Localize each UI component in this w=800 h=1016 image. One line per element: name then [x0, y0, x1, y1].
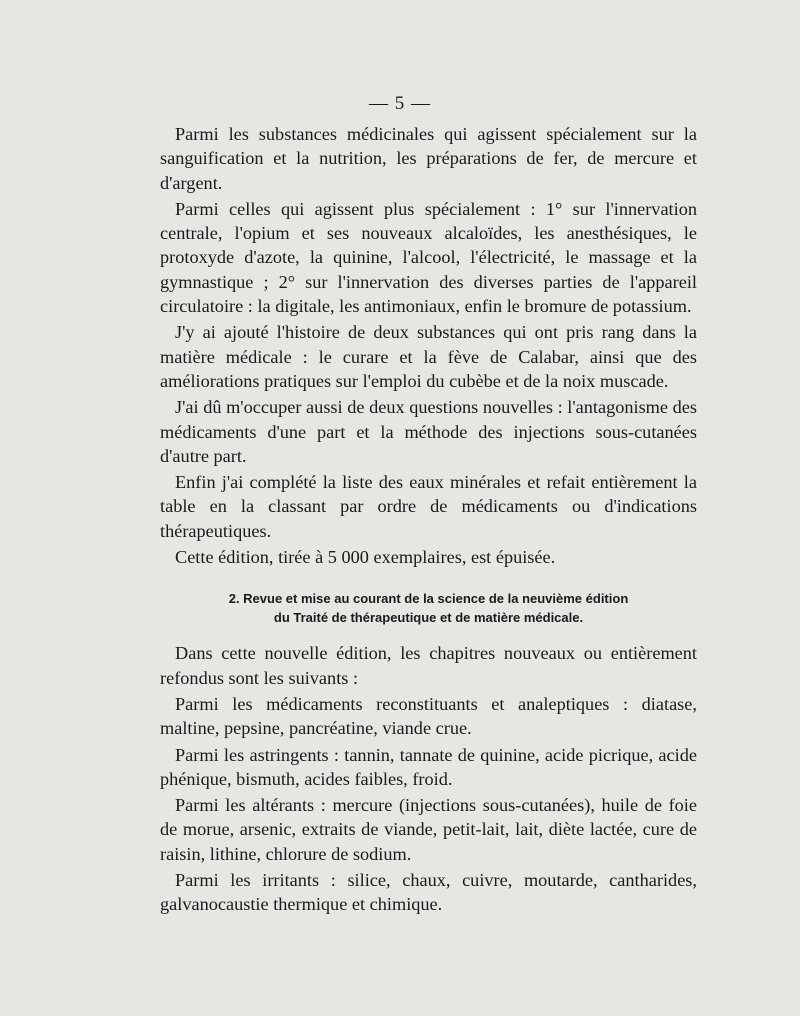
paragraph-reconstituants: Parmi les médicaments reconstituants et analeptiques : diatase, maltine, pepsine, pancréatine, viande crue. [160, 693, 697, 739]
paragraph-innervation: Parmi celles qui agissent plus spécialement : 1° sur l'innervation centrale, l'opium et ses nouveaux alcaloïdes, les anesthésiques, le protoxyde d'azote, la quinine, l'alcool, l'électricité, le massage et la gymnastique ; 2° sur l'innervation des diverses parties de l'appareil circulatoire : la digitale, les antimoniaux, enfin le bromure de potassium. [160, 198, 697, 317]
section-heading-line-2: du Traité de thérapeutique et de matière médicale. [273, 610, 584, 626]
section-heading [170, 589, 687, 627]
paragraph-edition: Cette édition, tirée à 5 000 exemplaires, est épuisée. [175, 547, 556, 568]
paragraph-astringents: Parmi les astringents : tannin, tannate de quinine, acide picrique, acide phénique, bismuth, acides faibles, froid. [160, 744, 697, 789]
paragraph-alterants: Parmi les altérants : mercure (injections sous-cutanées), huile de foie de morue, arsenic, extraits de viande, petit-lait, lait, diète lactée, cure de raisin, lithine, chlorure de sodium. [160, 795, 697, 864]
section-heading-line-1: 2. Revue et mise au courant de la science de la neuvième édition [228, 591, 629, 607]
paragraph-sanguification: Parmi les substances médicinales qui agissent spécialement sur la sanguification et la nutrition, les préparations de fer, de mercure et d'argent. [160, 124, 697, 193]
paragraph-antagonisme: J'ai dû m'occuper aussi de deux questions nouvelles : l'antagonisme des médicaments d'une part et la méthode des injections sous-cutanées d'autre part. [160, 397, 697, 466]
paragraph-eaux-minerales: Enfin j'ai complété la liste des eaux minérales et refait entièrement la table en la classant par ordre de médicaments ou d'indications thérapeutiques. [160, 472, 697, 541]
paragraph-chapitres: Dans cette nouvelle édition, les chapitres nouveaux ou entièrement refondus sont les suivants : [160, 643, 697, 688]
paragraph-curare: J'y ai ajouté l'histoire de deux substances qui ont pris rang dans la matière médicale : le curare et la fève de Calabar, ainsi que des améliorations pratiques sur l'emploi du cubèbe et de la noix muscade. [160, 322, 697, 391]
page-body [160, 122, 697, 919]
page-number: — 5 — [369, 93, 431, 114]
paragraph-irritants: Parmi les irritants : silice, chaux, cuivre, moutarde, cantharides, galvanocaustie thermique et chimique. [160, 870, 697, 915]
